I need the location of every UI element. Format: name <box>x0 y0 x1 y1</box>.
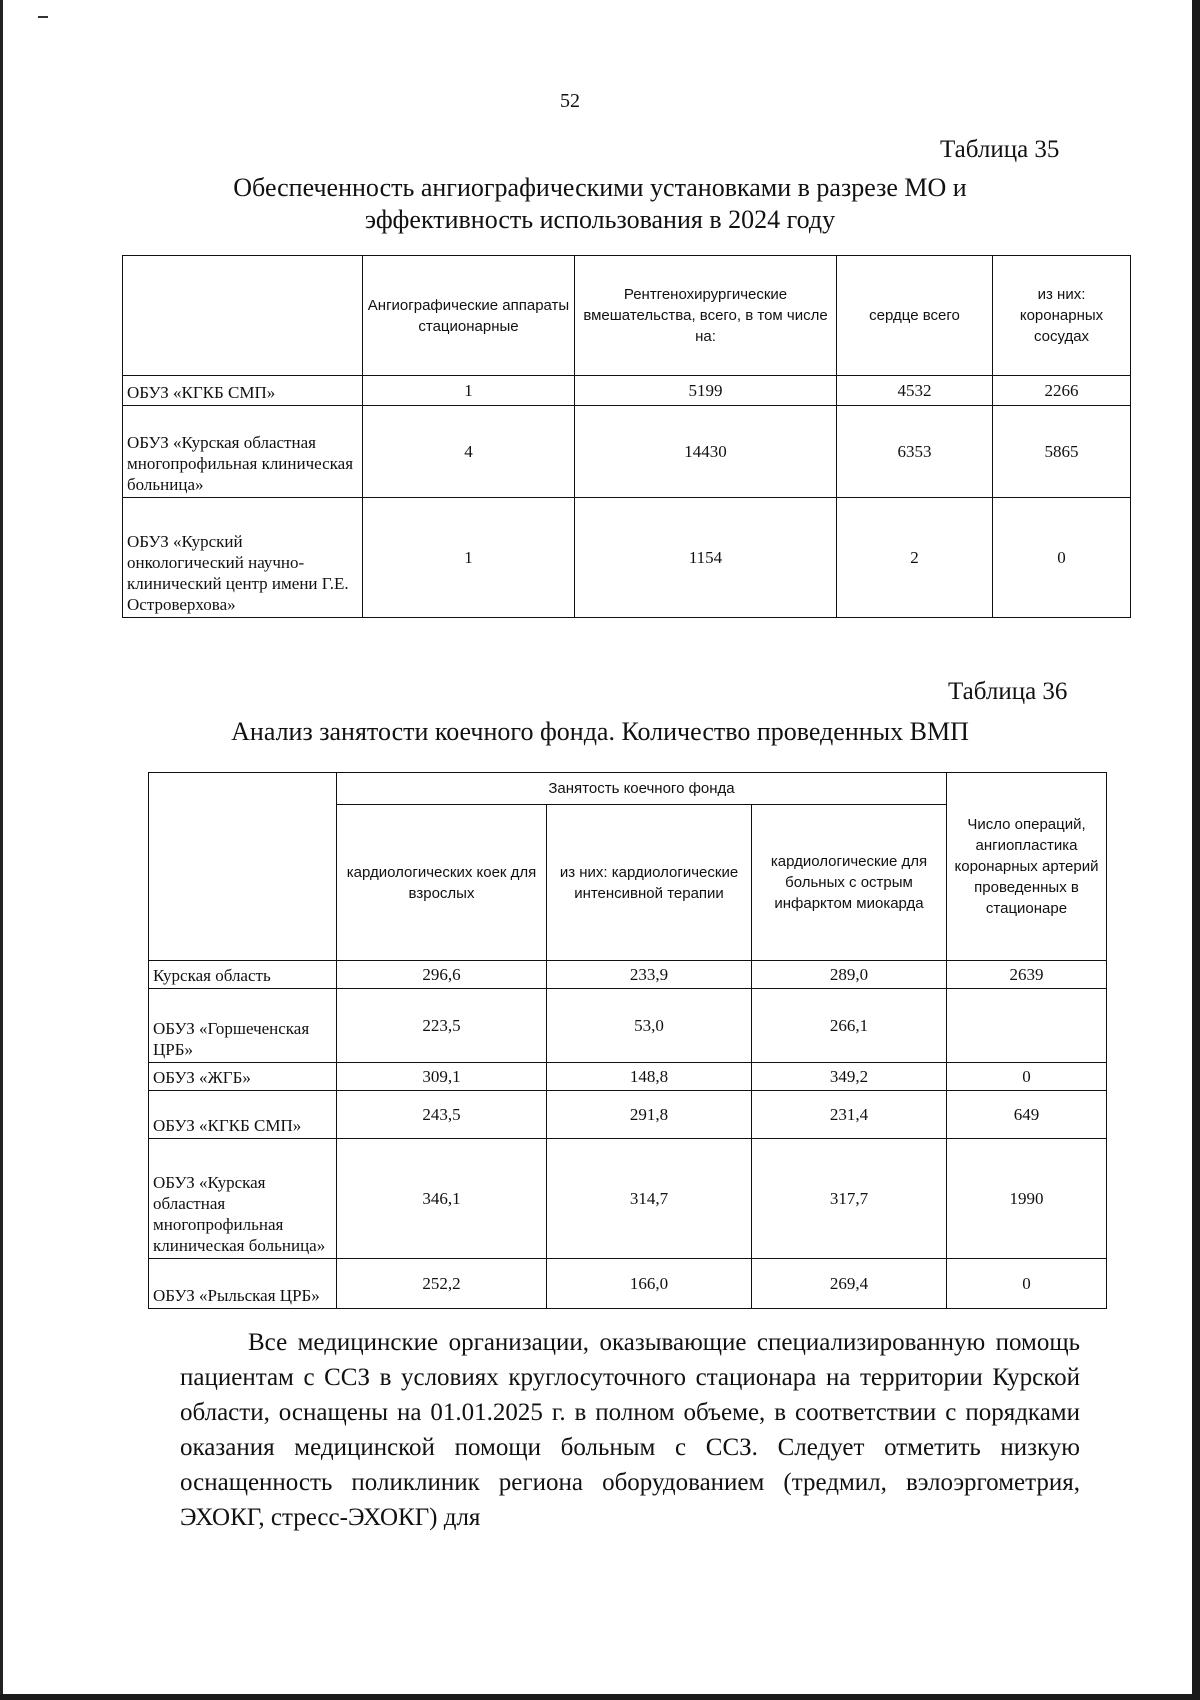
table36-icu: 53,0 <box>547 989 752 1063</box>
table-row <box>149 1139 1107 1259</box>
scan-speck <box>38 16 48 18</box>
table36-header-group: Занятость коечного фонда <box>337 773 947 805</box>
table36-org: ОБУЗ «Курская областная многопрофильная клиническая больница» <box>149 1139 337 1259</box>
table35 <box>122 255 1131 618</box>
table-row <box>123 376 1131 406</box>
table36-adult-beds: 223,5 <box>337 989 547 1063</box>
table35-org: ОБУЗ «Курский онкологический научно-клинический центр имени Г.Е. Островерхова» <box>123 498 363 618</box>
table36-header-mi: кардиологические для больных с острым инфарктом миокарда <box>752 805 947 961</box>
table36-mi: 231,4 <box>752 1091 947 1139</box>
table36-label: Таблица 36 <box>948 678 1068 705</box>
table-row <box>149 1259 1107 1309</box>
scan-border-left <box>0 0 3 1700</box>
table36-org: Курская область <box>149 961 337 989</box>
table36-header-icu: из них: кардиологические интенсивной терапии <box>547 805 752 961</box>
table35-interventions: 5199 <box>575 376 837 406</box>
table-row <box>149 1091 1107 1139</box>
table36-adult-beds: 296,6 <box>337 961 547 989</box>
table35-coronary: 5865 <box>993 406 1131 498</box>
table35-header-row <box>123 256 1131 376</box>
table36-icu: 233,9 <box>547 961 752 989</box>
table35-title-line1: Обеспеченность ангиографическими установками в разрезе МО и <box>233 173 967 202</box>
page-number: 52 <box>560 90 580 112</box>
table-row <box>123 498 1131 618</box>
table35-heart: 6353 <box>837 406 993 498</box>
table35-title <box>0 172 1200 236</box>
table36-operations: 1990 <box>947 1139 1107 1259</box>
table36-operations: 649 <box>947 1091 1107 1139</box>
table36-mi: 289,0 <box>752 961 947 989</box>
scan-border-bottom <box>0 1694 1200 1700</box>
table36-org: ОБУЗ «Горшеченская ЦРБ» <box>149 989 337 1063</box>
table35-header-coronary: из них: коронарных сосудах <box>993 256 1131 376</box>
table35-title-line2: эффективность использования в 2024 году <box>364 205 836 234</box>
table35-header-org <box>123 256 363 376</box>
table36-org: ОБУЗ «КГКБ СМП» <box>149 1091 337 1139</box>
table36-org: ОБУЗ «ЖГБ» <box>149 1063 337 1091</box>
table35-org: ОБУЗ «КГКБ СМП» <box>123 376 363 406</box>
table36-mi: 317,7 <box>752 1139 947 1259</box>
table35-interventions: 1154 <box>575 498 837 618</box>
table36-header-adult-beds: кардиологических коек для взрослых <box>337 805 547 961</box>
body-paragraph: Все медицинские организации, оказывающие специализированную помощь пациентам с ССЗ в условиях круглосуточного стационара на территории Курской области, оснащены на 01.01.2025 г. в полном объеме, в соответствии с порядками оказания медицинской помощи больным с ССЗ. Следует отметить низкую оснащенность поликлиник региона оборудованием (тредмил, вэлоэргометрия, ЭХОКГ, стресс-ЭХОКГ) для <box>180 1329 1080 1531</box>
table36-header-org <box>149 773 337 961</box>
table-row <box>123 406 1131 498</box>
table36-mi: 266,1 <box>752 989 947 1063</box>
table36-header-row-group <box>149 773 1107 805</box>
table35-apparatus: 1 <box>363 498 575 618</box>
table36-adult-beds: 309,1 <box>337 1063 547 1091</box>
table35-apparatus: 1 <box>363 376 575 406</box>
table-row <box>149 989 1107 1063</box>
table-row <box>149 961 1107 989</box>
table35-coronary: 2266 <box>993 376 1131 406</box>
table35-header-apparatus: Ангиографические аппараты стационарные <box>363 256 575 376</box>
table36-icu: 166,0 <box>547 1259 752 1309</box>
table35-org: ОБУЗ «Курская областная многопрофильная клиническая больница» <box>123 406 363 498</box>
table36-operations: 2639 <box>947 961 1107 989</box>
table36-adult-beds: 346,1 <box>337 1139 547 1259</box>
table36-operations: 0 <box>947 1063 1107 1091</box>
table36-title: Анализ занятости коечного фонда. Количество проведенных ВМП <box>231 717 969 746</box>
table36-mi: 269,4 <box>752 1259 947 1309</box>
table36-icu: 291,8 <box>547 1091 752 1139</box>
table36-icu: 314,7 <box>547 1139 752 1259</box>
table35-apparatus: 4 <box>363 406 575 498</box>
table36-adult-beds: 243,5 <box>337 1091 547 1139</box>
table36-icu: 148,8 <box>547 1063 752 1091</box>
table35-header-heart: сердце всего <box>837 256 993 376</box>
table35-label: Таблица 35 <box>940 136 1060 163</box>
table35-header-interventions: Рентгенохирургические вмешательства, всего, в том числе на: <box>575 256 837 376</box>
scan-border-right <box>1192 0 1200 1700</box>
table36-mi: 349,2 <box>752 1063 947 1091</box>
table36-header-operations: Число операций, ангиопластика коронарных артерий проведенных в стационаре <box>947 773 1107 961</box>
table35-interventions: 14430 <box>575 406 837 498</box>
table36-org: ОБУЗ «Рыльская ЦРБ» <box>149 1259 337 1309</box>
table36-operations: 0 <box>947 1259 1107 1309</box>
table35-coronary: 0 <box>993 498 1131 618</box>
table-row <box>149 1063 1107 1091</box>
table36-adult-beds: 252,2 <box>337 1259 547 1309</box>
table36-operations <box>947 989 1107 1063</box>
table36 <box>148 772 1107 1309</box>
table35-heart: 2 <box>837 498 993 618</box>
table35-heart: 4532 <box>837 376 993 406</box>
